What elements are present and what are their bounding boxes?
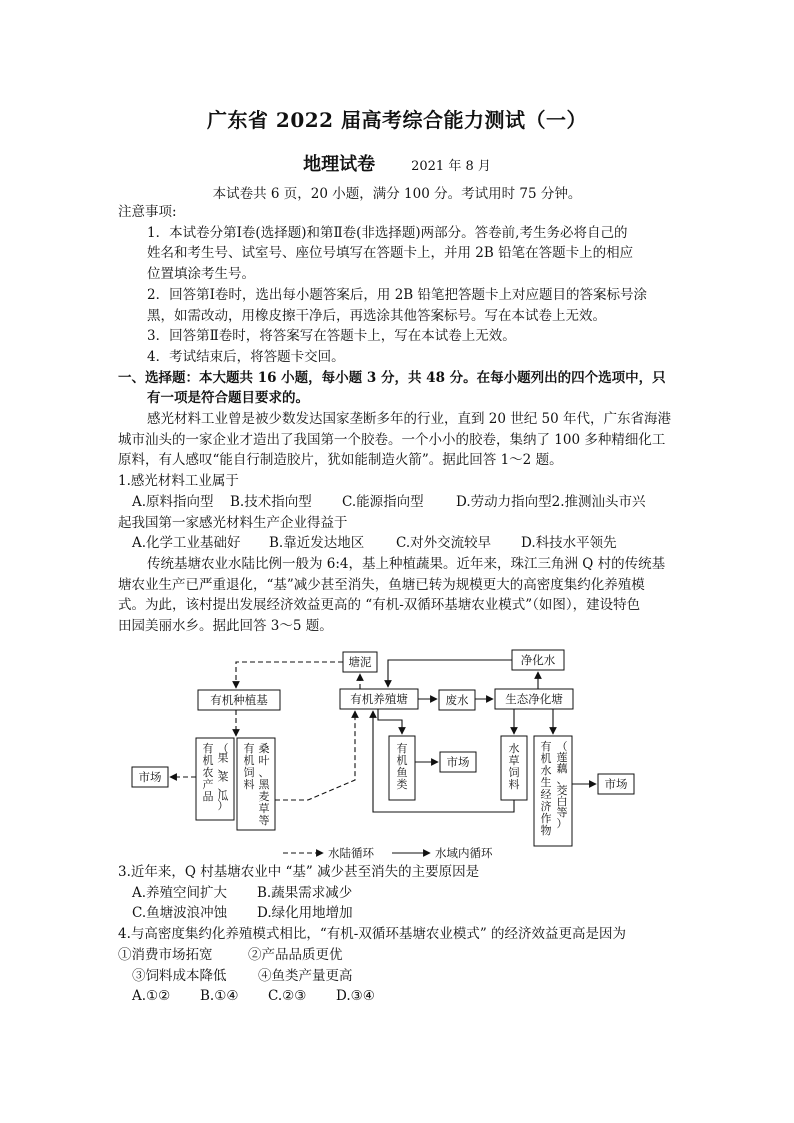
diagram-vertical-char: （	[556, 740, 568, 753]
q3-stem: 3.近年来，Q 村基塘农业中 “基” 减少甚至消失的主要原因是	[118, 864, 480, 880]
q2-option-c: C.对外交流较早	[396, 535, 492, 552]
diagram-vertical-char: 等	[556, 806, 568, 819]
label-market-right: 市场	[604, 777, 628, 791]
passage1-line3: 原料，有人感叹“能自行制造胶片，犹如能制造火箭”。据此回答 1～2 题。	[118, 452, 563, 469]
q2-stem-a: 2.推测汕头市兴	[551, 493, 646, 510]
label-market-mid: 市场	[446, 755, 470, 769]
diagram-vertical-char: 济	[540, 800, 552, 813]
q1-options	[118, 492, 690, 513]
exam-meta: 本试卷共 6 页，20 小题，满分 100 分。考试用时 75 分钟。	[212, 186, 582, 202]
label-tangni: 塘泥	[348, 655, 372, 669]
q4-choices-row1	[118, 945, 690, 966]
diagram-vertical-char: 黑	[258, 778, 270, 791]
arrow-feed-breeding	[275, 711, 355, 800]
note-3: 3．回答第Ⅱ卷时，将答案写在答题卡上，写在本试卷上无效。	[147, 328, 516, 345]
diagram-vertical-char: 、	[217, 761, 229, 774]
q4-choice-3: ③饲料成本降低	[132, 967, 227, 984]
diagram-vertical-char: 产	[202, 778, 214, 791]
diagram-vertical-char: 藕	[556, 762, 568, 775]
q3-options-row2	[118, 903, 690, 924]
label-legend-dashed: 水陆循环	[328, 846, 374, 860]
diagram-vertical-char: 果	[217, 751, 229, 765]
diagram-vertical-char: 茭	[556, 784, 568, 797]
q1-option-a: A.原料指向型	[132, 493, 214, 510]
passage2-line4: 田园美丽水乡。据此回答 3～5 题。	[118, 618, 333, 635]
diagram-vertical-char: 机	[396, 754, 408, 767]
q3-option-c: C.鱼塘波浪冲蚀	[132, 905, 228, 922]
passage2-line1: 传统基塘农业水陆比例一般为 6:4，基上种植蔬果。近年来，珠江三角洲 Q 村的传统基	[147, 555, 666, 572]
diagram-vertical-char: 瓜	[217, 789, 229, 803]
label-shengtai: 生态净化塘	[505, 692, 563, 706]
arrow-tangni-planting	[236, 662, 343, 688]
diagram-vertical-char: 有	[396, 742, 408, 755]
diagram-vertical-char: 作	[540, 812, 552, 825]
diagram-vertical-char: 料	[508, 778, 520, 791]
q1-option-b: B.技术指向型	[230, 493, 312, 510]
subject-title: 地理试卷	[303, 154, 376, 175]
diagram-vertical-char: 机	[202, 754, 214, 767]
notes-heading: 注意事项:	[118, 204, 177, 220]
diagram-vertical-char: ）	[556, 817, 568, 830]
q3-option-d: D.绿化用地增加	[257, 905, 353, 922]
q4-choice-4: ④鱼类产量更高	[258, 967, 353, 984]
passage2-line2: 塘农业生产已严重退化，“基”减少甚至消失，鱼塘已转为规模更大的高密度集约化养殖模	[118, 576, 645, 593]
note-1a: 1．本试卷分第Ⅰ卷(选择题)和第Ⅱ卷(非选择题)两部分。答卷前,考生务必将自己的	[147, 224, 628, 241]
label-market-left: 市场	[138, 770, 162, 784]
q4-choice-1: ①消费市场拓宽	[118, 946, 213, 963]
note-1c: 位置填涂考生号。	[147, 266, 255, 283]
q2-option-b: B.靠近发达地区	[269, 535, 365, 552]
farming-cycle-diagram	[118, 640, 690, 870]
diagram-vertical-char: 有	[202, 742, 214, 755]
diagram-vertical-char: 桑	[258, 742, 270, 755]
q4-option-c: C.②③	[268, 988, 307, 1005]
diagram-vertical-char: 等	[258, 814, 270, 827]
q3-options-row1	[118, 883, 690, 904]
arrow-jinghua-breeding	[388, 660, 512, 687]
q4-option-a: A.①②	[132, 988, 171, 1005]
diagram-vertical-char: 料	[243, 778, 255, 791]
label-youji-yangzhi: 有机养殖塘	[350, 692, 408, 706]
q1-option-d: D.劳动力指向型	[456, 493, 552, 510]
note-2a: 2．回答第Ⅰ卷时，选出每小题答案后，用 2B 铅笔把答题卡上对应题目的答案标号涂	[147, 286, 648, 303]
diagram-vertical-char: 菜	[217, 770, 229, 784]
diagram-vertical-char: 麦	[258, 790, 270, 803]
diagram-vertical-char: 物	[540, 824, 552, 837]
diagram-vertical-char: 、	[556, 773, 568, 786]
diagram-vertical-char: 饲	[508, 766, 520, 779]
diagram-vertical-char: ）	[217, 799, 229, 812]
diagram-vertical-char: 有	[540, 740, 552, 753]
diagram-vertical-char: 、	[217, 780, 229, 793]
q1-option-c: C.能源指向型	[342, 493, 424, 510]
note-1b: 姓名和考生号、试室号、座位号填写在答题卡上，并用 2B 铅笔在答题卡上的相应	[147, 245, 634, 262]
q3-option-b: B.蔬果需求减少	[257, 884, 353, 901]
label-youji-zhizhi: 有机种植基	[210, 693, 268, 707]
q4-choice-2: ②产品品质更优	[248, 946, 343, 963]
diagram-vertical-char: 农	[202, 766, 214, 779]
exam-title: 广东省 2022 届高考综合能力测试（一）	[206, 108, 588, 132]
q2-options	[118, 533, 690, 554]
diagram-vertical-char: 水	[540, 764, 552, 777]
diagram-vertical-char: 、	[258, 766, 270, 779]
q4-stem: 4.与高密度集约化养殖模式相比，“有机-双循环基塘农业模式” 的经济效益更高是因为	[118, 926, 627, 943]
diagram-vertical-char: 叶	[258, 754, 270, 767]
label-jinghuashui: 净化水	[520, 653, 556, 667]
diagram-vertical-char: 水	[508, 742, 520, 755]
diagram-vertical-char: 机	[243, 754, 255, 767]
arrow-breeding-fish	[378, 709, 402, 734]
exam-lower	[118, 862, 690, 1007]
label-legend-solid: 水域内循环	[435, 846, 493, 860]
q4-option-b: B.①④	[200, 988, 239, 1005]
q2-option-d: D.科技水平领先	[521, 535, 617, 552]
diagram-vertical-char: 草	[508, 754, 520, 767]
section-heading-cont: 有一项是符合题目要求的。	[147, 390, 309, 407]
diagram-vertical-char: 生	[540, 776, 552, 789]
diagram-vertical-char: 饲	[243, 766, 255, 779]
note-4: 4．考试结束后，将答题卡交回。	[147, 348, 345, 365]
q2-option-a: A.化学工业基础好	[132, 535, 241, 552]
note-2b: 黑，如需改动，用橡皮擦干净后，再选涂其他答案标号。写在本试卷上无效。	[147, 307, 606, 324]
q1-stem: 1.感光材料工业属于	[118, 473, 239, 490]
diagram-vertical-char: 莲	[556, 751, 568, 764]
diagram-vertical-char: 鱼	[396, 766, 408, 779]
label-feishui: 废水	[445, 693, 469, 707]
exam-date: 2021 年 8 月	[411, 159, 491, 174]
arrow-grass-breeding	[373, 711, 514, 812]
diagram-vertical-char: 类	[396, 778, 408, 791]
q2-stem: 起我国第一家感光材料生产企业得益于	[118, 514, 348, 531]
diagram-vertical-char: （	[217, 742, 229, 755]
passage2-line3: 式。为此，该村提出发展经济效益更高的 “有机-双循环基塘农业模式”（如图），建设特色	[118, 597, 641, 614]
diagram-vertical-char: 机	[540, 752, 552, 765]
q4-option-d: D.③④	[336, 988, 375, 1005]
exam-body	[118, 202, 690, 637]
section-heading: 一、选择题：本大题共 16 小题，每小题 3 分，共 48 分。在每小题列出的四个选项中，只	[118, 369, 666, 386]
subject-line	[0, 150, 794, 176]
diagram-vertical-char: 白	[556, 795, 568, 808]
passage1-line1: 感光材料工业曾是被少数发达国家垄断多年的行业，直到 20 世纪 50 年代，广东省海港	[147, 411, 672, 428]
q4-choices-row2	[118, 966, 690, 987]
q3-option-a: A.养殖空间扩大	[132, 884, 228, 901]
diagram-vertical-char: 有	[243, 742, 255, 755]
diagram-vertical-char: 草	[258, 802, 270, 815]
passage1-line2: 城市汕头的一家企业才造出了我国第一个胶卷。一个小小的胶卷，集纳了 100 多种精细化工	[118, 431, 666, 448]
diagram-vertical-char: 品	[202, 790, 214, 803]
diagram-vertical-char: 经	[540, 788, 552, 801]
q4-options	[118, 986, 690, 1007]
